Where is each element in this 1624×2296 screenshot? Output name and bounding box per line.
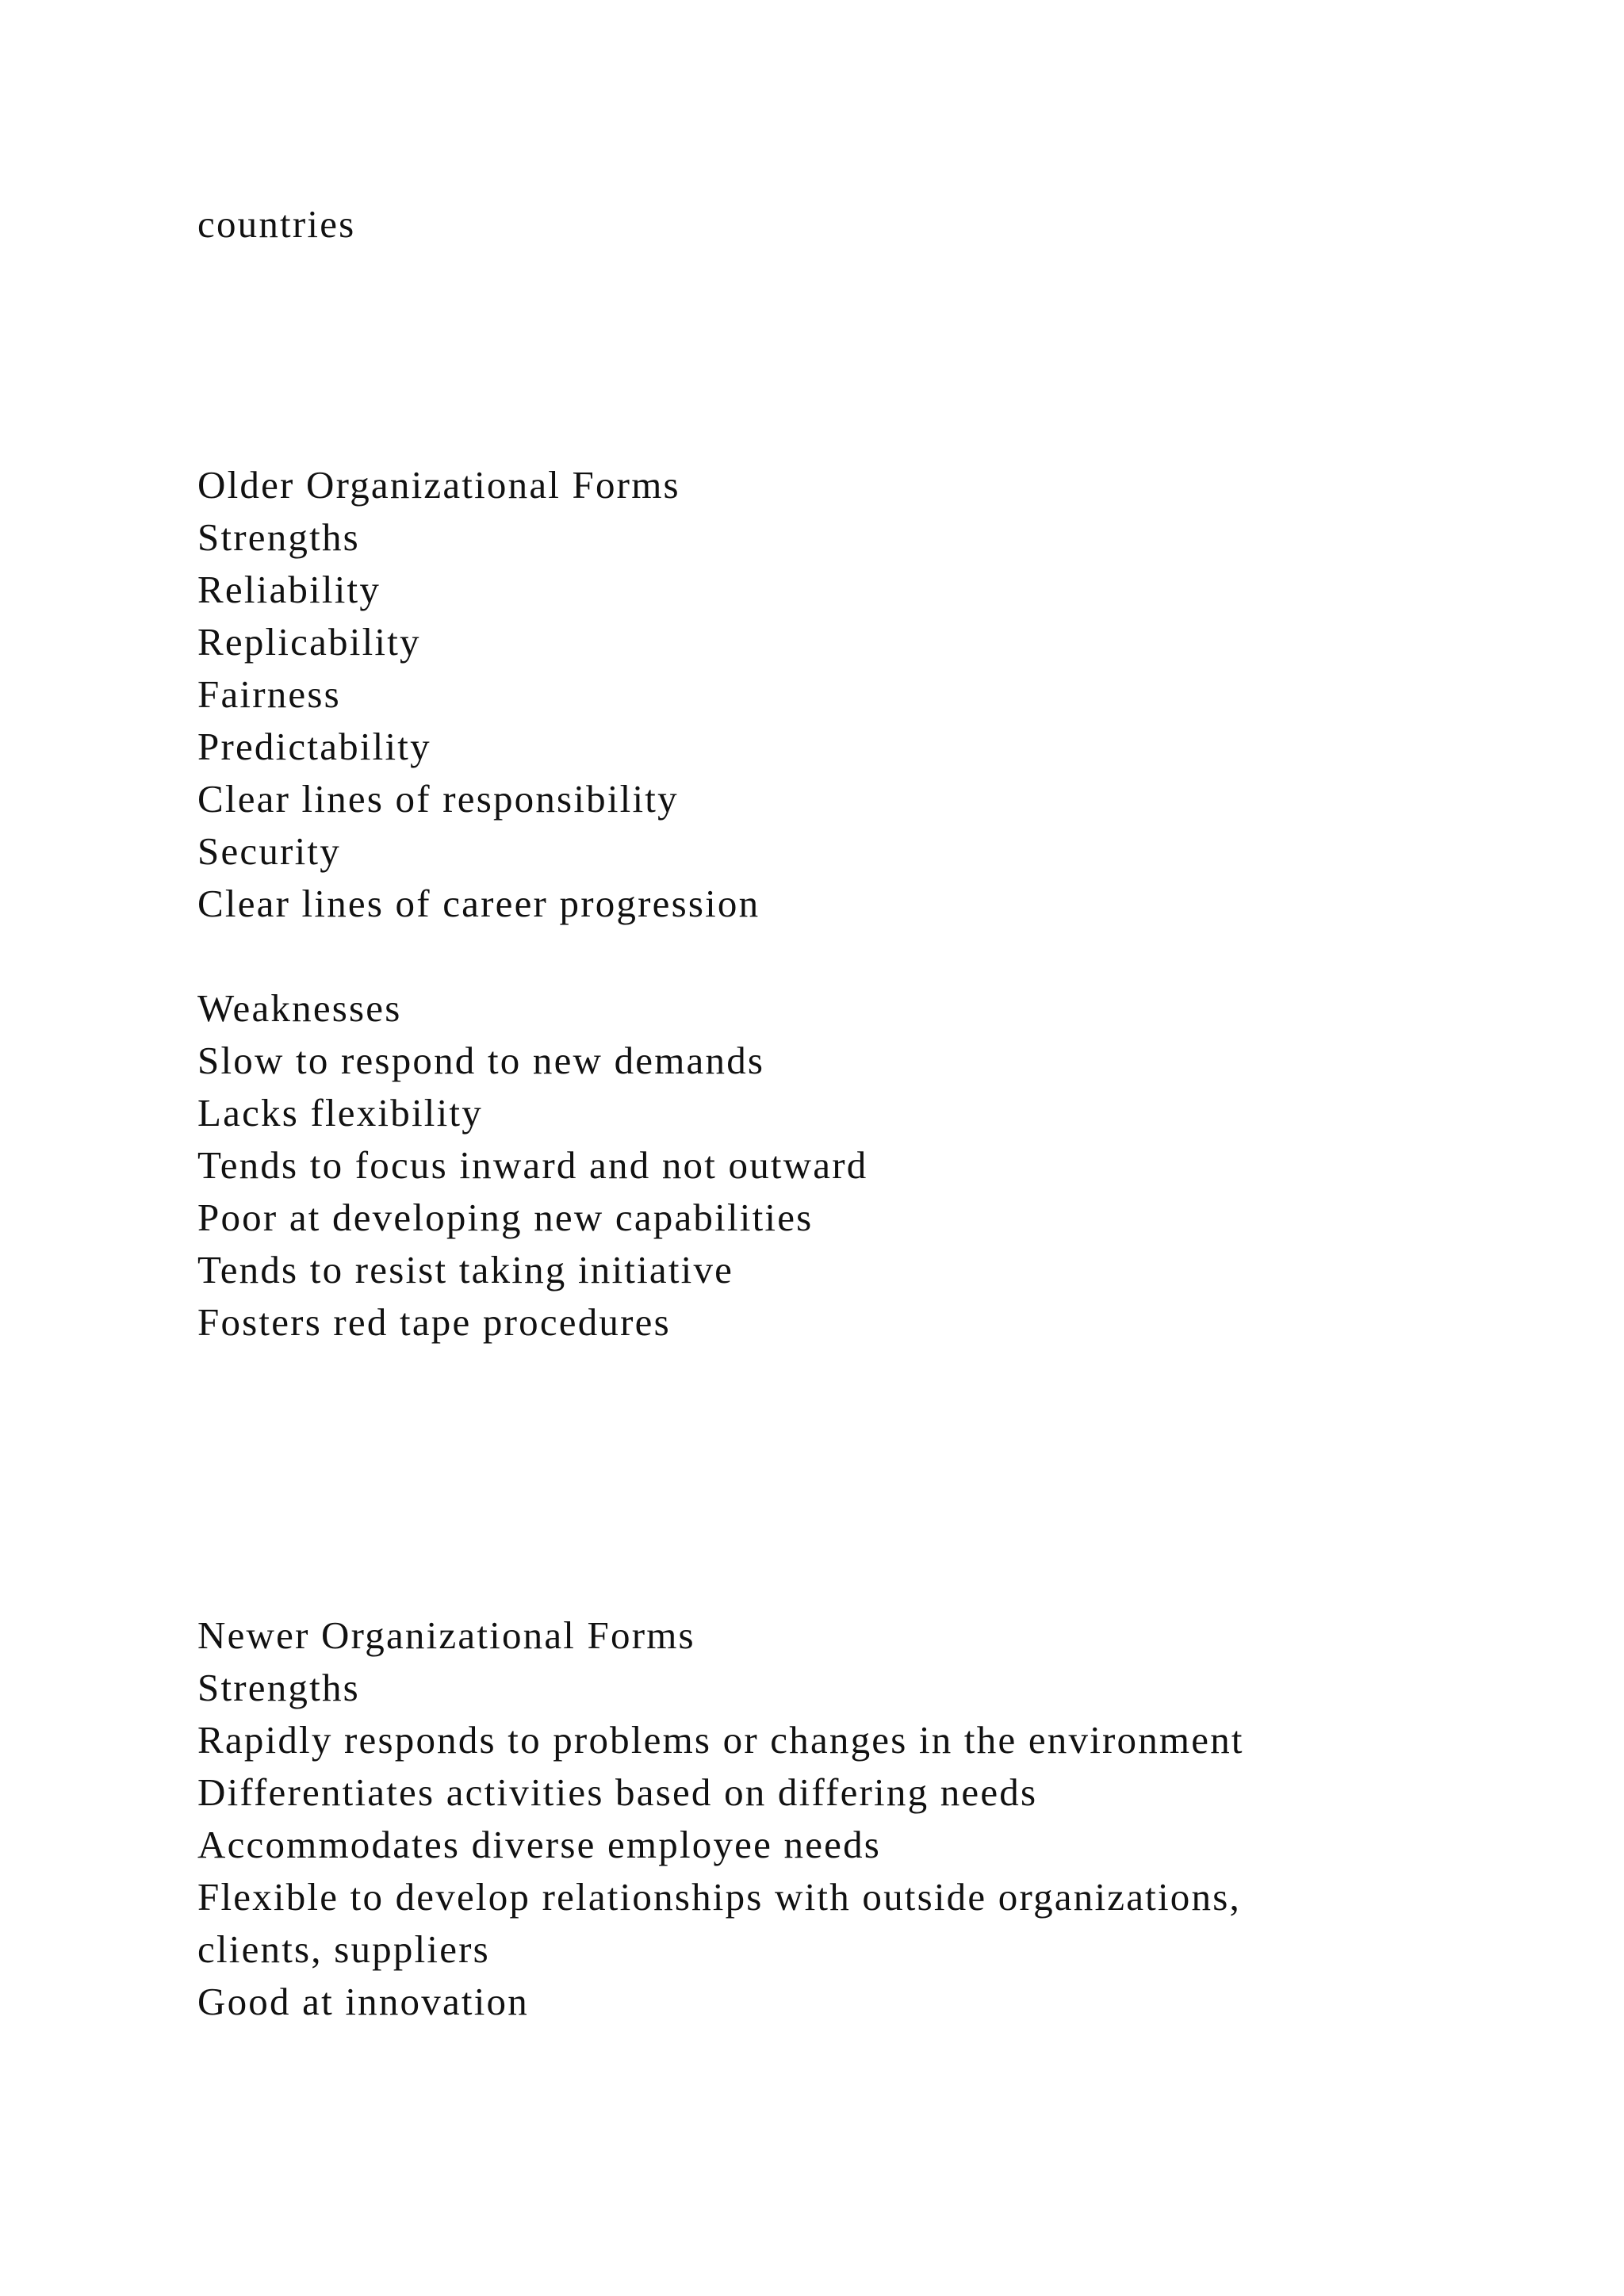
older-weakness-item: Tends to focus inward and not outward	[197, 1143, 868, 1187]
older-weaknesses-heading: Weaknesses	[197, 986, 402, 1030]
newer-strength-item: clients, suppliers	[197, 1927, 490, 1971]
newer-strengths-heading: Strengths	[197, 1666, 360, 1709]
older-strength-item: Fairness	[197, 672, 341, 716]
older-strength-item: Security	[197, 829, 341, 873]
older-forms-title: Older Organizational Forms	[197, 463, 680, 507]
older-strength-item: Clear lines of career progression	[197, 882, 760, 925]
older-strength-item: Reliability	[197, 568, 381, 611]
older-weakness-item: Poor at developing new capabilities	[197, 1196, 814, 1239]
newer-forms-title: Newer Organizational Forms	[197, 1613, 695, 1657]
newer-strength-item: Flexible to develop relationships with outside organizations,	[197, 1875, 1241, 1919]
older-weakness-item: Tends to resist taking initiative	[197, 1248, 734, 1292]
older-weakness-item: Slow to respond to new demands	[197, 1039, 765, 1082]
newer-strength-item: Good at innovation	[197, 1980, 529, 2023]
intro-text: countries	[197, 202, 356, 246]
older-strengths-heading: Strengths	[197, 515, 360, 559]
newer-strength-item: Accommodates diverse employee needs	[197, 1823, 882, 1866]
older-weakness-item: Lacks flexibility	[197, 1091, 483, 1135]
older-strength-item: Predictability	[197, 725, 431, 768]
older-strength-item: Replicability	[197, 620, 421, 664]
older-weakness-item: Fosters red tape procedures	[197, 1300, 671, 1344]
newer-strength-item: Rapidly responds to problems or changes in the environment	[197, 1718, 1244, 1762]
older-strength-item: Clear lines of responsibility	[197, 777, 679, 821]
newer-strength-item: Differentiates activities based on differing needs	[197, 1770, 1038, 1814]
